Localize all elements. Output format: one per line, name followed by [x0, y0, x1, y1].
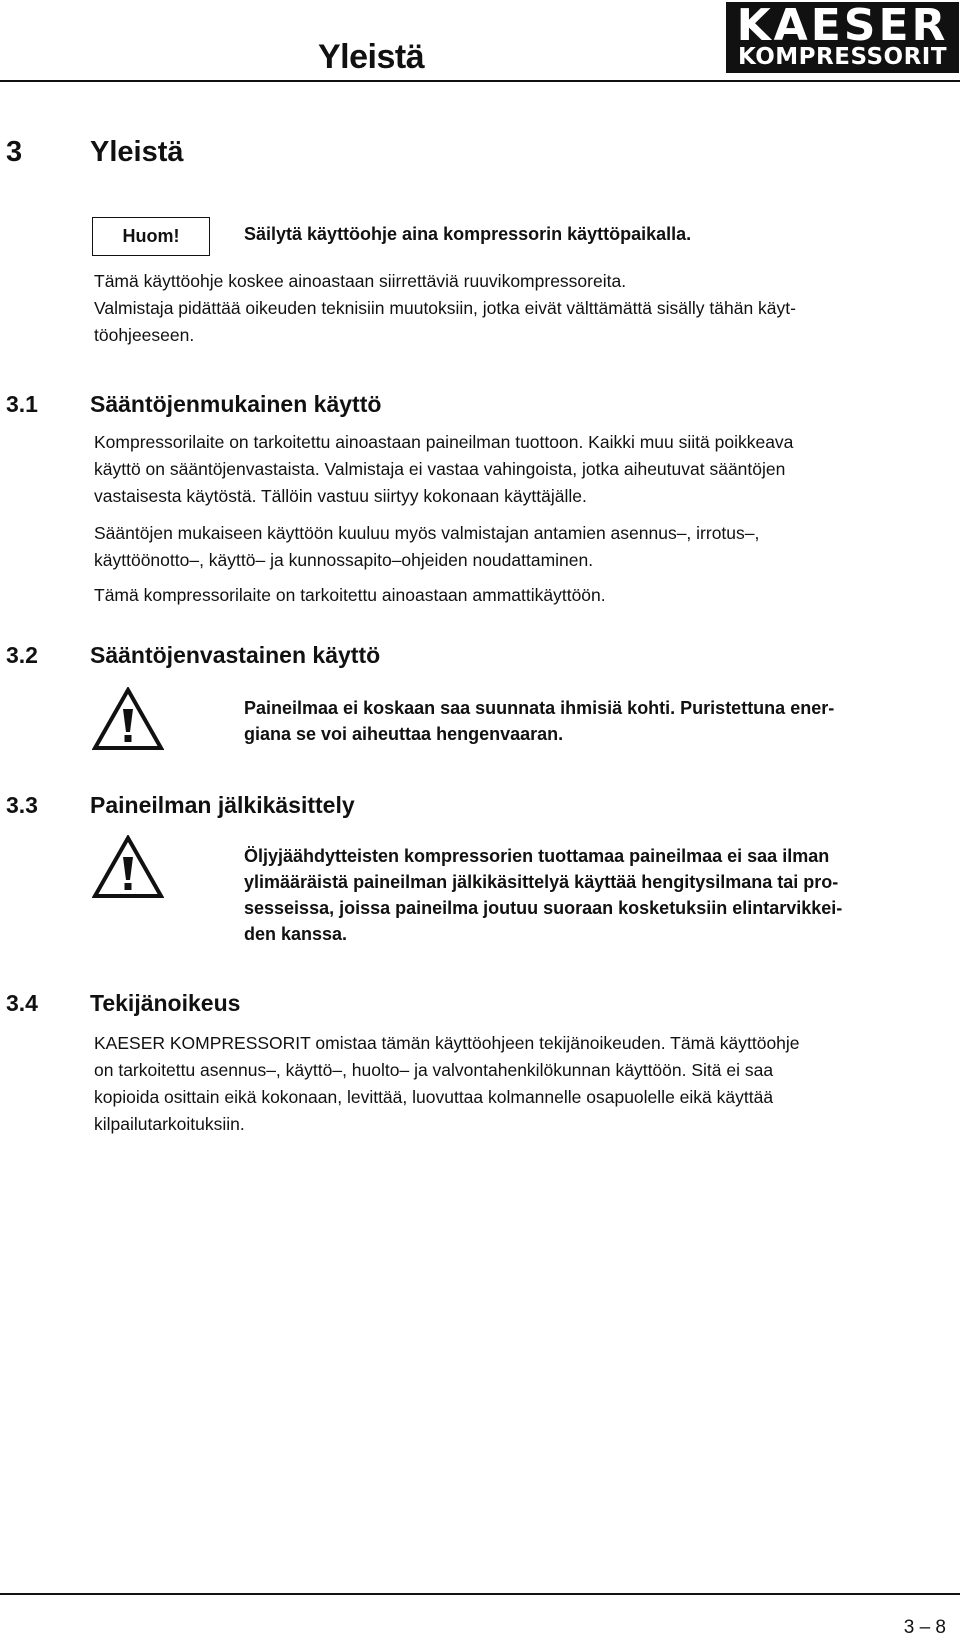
- paragraph-line: vastaisesta käytöstä. Tällöin vastuu siirtyy kokonaan käyttäjälle.: [94, 486, 587, 506]
- kaeser-logo: [726, 2, 959, 73]
- warning-line: sesseissa, joissa paineilma joutuu suoraan kosketuksiin elintarvikkei-: [244, 898, 843, 918]
- footer-rule: [0, 1593, 960, 1595]
- section-number: 3.2: [6, 642, 38, 668]
- section-number: 3.1: [6, 391, 38, 417]
- paragraph-line: on tarkoitettu asennus–, käyttö–, huolto– ja valvontahenkilökunnan käyttöön. Sitä ei saa: [94, 1060, 774, 1080]
- warning-text-3-2: [244, 695, 944, 747]
- warning-line: giana se voi aiheuttaa hengenvaaran.: [244, 724, 564, 744]
- warning-line: ylimääräistä paineilman jälkikäsittelyä käyttää hengitysilmana tai pro-: [244, 872, 839, 892]
- warning-triangle-icon: [92, 687, 164, 751]
- section-title: Tekijänoikeus: [90, 990, 241, 1016]
- intro-paragraph: [94, 268, 944, 349]
- paragraph-line: kilpailutarkoituksiin.: [94, 1114, 245, 1134]
- logo-sub-text: KOMPRESSORIT: [737, 44, 948, 70]
- paragraph-line: Sääntöjen mukaiseen käyttöön kuuluu myös valmistajan antamien asennus–, irrotus–,: [94, 523, 760, 543]
- paragraph-line: käyttöönotto–, käyttö– ja kunnossapito–ohjeiden noudattaminen.: [94, 550, 594, 570]
- section-heading-3-3: [0, 792, 600, 822]
- intro-line: töohjeeseen.: [94, 325, 195, 345]
- warning-line: Paineilmaa ei koskaan saa suunnata ihmisiä kohti. Puristettuna ener-: [244, 698, 835, 718]
- chapter-number: 3: [6, 136, 23, 168]
- logo-main-text: KAESER: [736, 0, 949, 51]
- section-title: Sääntöjenmukainen käyttö: [90, 391, 382, 417]
- warning-text-3-3: [244, 843, 944, 947]
- section-3-1-paragraph: [94, 582, 944, 609]
- section-number: 3.4: [6, 990, 38, 1016]
- chapter-heading: [0, 136, 600, 172]
- note-label-box: Huom!: [92, 217, 210, 256]
- paragraph-line: Tämä kompressorilaite on tarkoitettu ainoastaan ammattikäyttöön.: [94, 585, 606, 605]
- paragraph-line: Kompressorilaite on tarkoitettu ainoastaan paineilman tuottoon. Kaikki muu siitä poikkeava: [94, 432, 794, 452]
- chapter-title: Yleistä: [90, 136, 184, 168]
- page-header-title: Yleistä: [318, 38, 425, 76]
- section-heading-3-4: [0, 990, 600, 1020]
- paragraph-line: kopioida osittain eikä kokonaan, levittää, luovuttaa kolmannelle osapuolelle eikä käyttää: [94, 1087, 774, 1107]
- header-rule: [0, 80, 960, 82]
- paragraph-line: KAESER KOMPRESSORIT omistaa tämän käyttöohjeen tekijänoikeuden. Tämä käyttöohje: [94, 1033, 800, 1053]
- warning-triangle-icon: [92, 835, 164, 899]
- intro-line: Tämä käyttöohje koskee ainoastaan siirrettäviä ruuvikompressoreita.: [94, 271, 627, 291]
- section-3-1-paragraph: [94, 520, 944, 574]
- section-3-4-paragraph: [94, 1030, 944, 1138]
- page-number: 3 – 8: [903, 1617, 946, 1638]
- paragraph-line: käyttö on sääntöjenvastaista. Valmistaja ei vastaa vahingoista, jotka aiheutuvat sääntöjen: [94, 459, 786, 479]
- section-title: Paineilman jälkikäsittely: [90, 792, 355, 818]
- note-text: Säilytä käyttöohje aina kompressorin käyttöpaikalla.: [244, 224, 692, 244]
- warning-line: Öljyjäähdytteisten kompressorien tuottamaa paineilmaa ei saa ilman: [244, 846, 830, 866]
- section-number: 3.3: [6, 792, 38, 818]
- section-heading-3-2: [0, 642, 600, 672]
- warning-line: den kanssa.: [244, 924, 348, 944]
- section-title: Sääntöjenvastainen käyttö: [90, 642, 381, 668]
- section-heading-3-1: [0, 391, 600, 421]
- intro-line: Valmistaja pidättää oikeuden teknisiin muutoksiin, jotka eivät välttämättä sisälly tähän käyt-: [94, 298, 796, 318]
- section-3-1-paragraph: [94, 429, 944, 510]
